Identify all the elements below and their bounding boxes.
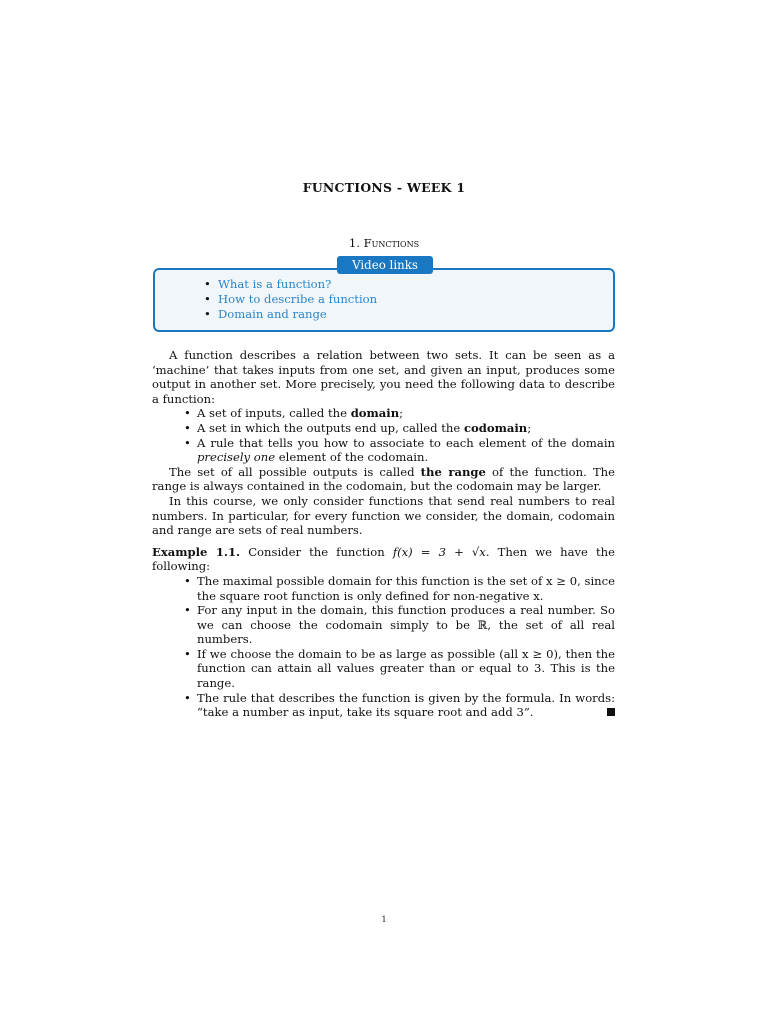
example-lead: Example 1.1. Consider the function f(x) = 3 + √x. Then we have the following:: [152, 544, 615, 574]
list-item: • The maximal possible domain for this function is the set of x ≥ 0, since the square root function is only defined for non-negative x.: [152, 574, 615, 603]
video-links-list: [204, 277, 377, 321]
qed-mark: [607, 708, 615, 716]
list-item: • The rule that describes the function is given by the formula. In words: “take a number as input, take its square root and add 3”.: [152, 691, 615, 720]
range-paragraph: The set of all possible outputs is called the range of the function. The range is always contained in the codomain, but the codomain may be larger.: [152, 464, 615, 494]
function-data-list: [152, 406, 615, 464]
list-item: • For any input in the domain, this function produces a real number. So we can choose the codomain simply to be ℝ, the set of all real numbers.: [152, 603, 615, 647]
page-title: FUNCTIONS - WEEK 1: [302, 180, 466, 195]
section-name: Functions: [363, 236, 420, 250]
video-link-describe-function[interactable]: How to describe a function: [218, 291, 378, 306]
list-item: • A rule that tells you how to associate to each element of the domain precisely one element of the codomain.: [152, 436, 615, 465]
example-list: [152, 574, 615, 720]
function-formula: f(x) = 3 + √x: [392, 544, 486, 559]
section-number: 1.: [348, 236, 360, 250]
list-item: • A set in which the outputs end up, called the codomain;: [152, 421, 615, 436]
body-text: [152, 348, 615, 720]
example-heading: Example 1.1.: [152, 544, 241, 559]
list-item: • A set of inputs, called the domain;: [152, 406, 615, 421]
list-item: [204, 307, 377, 322]
video-link-domain-range[interactable]: Domain and range: [218, 306, 327, 321]
page-number: 1: [381, 915, 387, 924]
video-links-label: Video links: [337, 256, 433, 274]
video-link-what-is-function[interactable]: What is a function?: [218, 277, 332, 291]
section-heading: [0, 236, 768, 251]
intro-paragraph: A function describes a relation between two sets. It can be seen as a ‘machine’ that takes inputs from one set, and given an input, produces some output in another set. More precisely, you need the following data to describe a function:: [152, 348, 615, 406]
list-item: [204, 277, 377, 292]
list-item: • If we choose the domain to be as large as possible (all x ≥ 0), then the function can attain all values greater than or equal to 3. This is the range.: [152, 647, 615, 691]
course-paragraph: In this course, we only consider functions that send real numbers to real numbers. In particular, for every function we consider, the domain, codomain and range are sets of real numbers.: [152, 493, 615, 538]
list-item: [204, 292, 377, 307]
